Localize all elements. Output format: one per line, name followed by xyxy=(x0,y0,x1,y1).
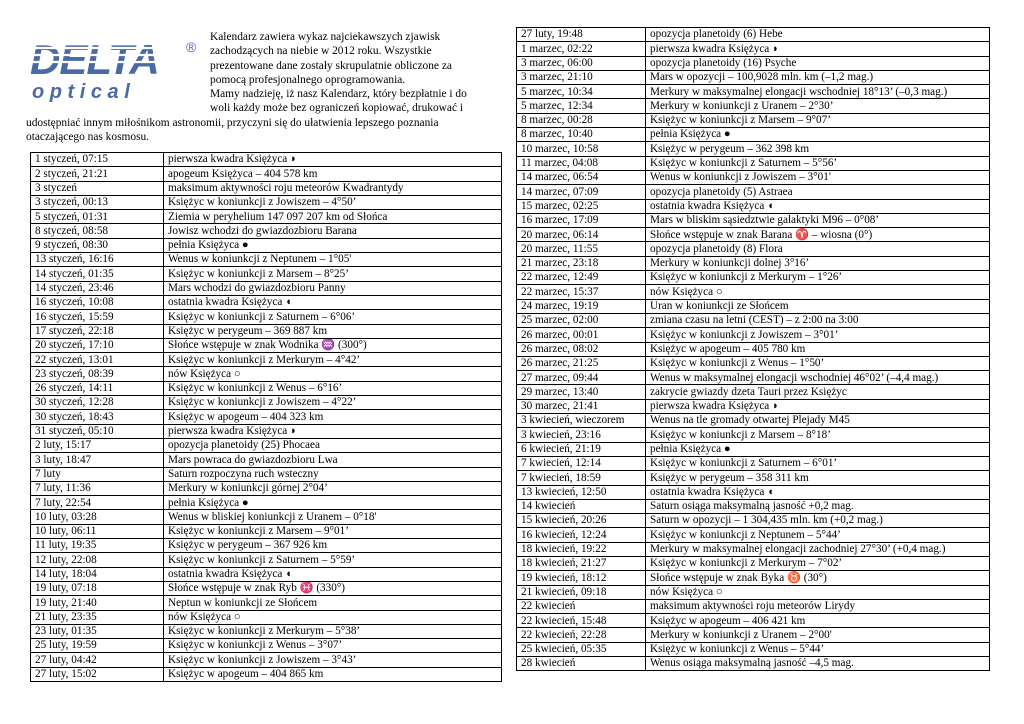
event-description: Wenus na tle gromady otwartej Plejady M45 xyxy=(646,414,990,428)
event-description: Merkury w koniunkcji z Uranem – 2°00' xyxy=(646,628,990,642)
event-date: 25 luty, 19:59 xyxy=(31,639,164,653)
event-row xyxy=(517,299,990,313)
event-row xyxy=(31,438,502,452)
event-description: Słońce wstępuje w znak Byka ♉ (30°) xyxy=(646,571,990,585)
event-date: 7 kwiecień, 12:14 xyxy=(517,456,646,470)
event-date: 5 marzec, 10:34 xyxy=(517,85,646,99)
event-date: 3 marzec, 06:00 xyxy=(517,56,646,70)
event-row xyxy=(31,553,502,567)
intro-line: zachodzących na niebie w 2012 roku. Wszystkie xyxy=(210,45,432,58)
event-row xyxy=(31,610,502,624)
event-date: 5 marzec, 12:34 xyxy=(517,99,646,113)
event-description: Księżyc w koniunkcji z Saturnem – 5°59’ xyxy=(164,553,502,567)
event-description: Księżyc w apogeum – 406 421 km xyxy=(646,614,990,628)
event-description: Księżyc w apogeum – 404 323 km xyxy=(164,410,502,424)
event-date: 11 luty, 19:35 xyxy=(31,539,164,553)
event-row xyxy=(31,367,502,381)
event-row xyxy=(517,599,990,613)
event-row xyxy=(517,456,990,470)
event-date: 16 styczeń, 10:08 xyxy=(31,295,164,309)
event-description: ostatnia kwadra Księżyca ◖ xyxy=(646,199,990,213)
event-description: Merkury w koniunkcji górnej 2°04’ xyxy=(164,481,502,495)
event-description: Księżyc w koniunkcji z Marsem – 8°18’ xyxy=(646,428,990,442)
event-description: zakrycie gwiazdy dzeta Tauri przez Księżyc xyxy=(646,385,990,399)
event-row xyxy=(31,153,502,167)
event-row xyxy=(517,128,990,142)
event-date: 16 marzec, 17:09 xyxy=(517,213,646,227)
event-description: Księżyc w koniunkcji z Wenus – 1°50’ xyxy=(646,356,990,370)
event-date: 21 marzec, 23:18 xyxy=(517,256,646,270)
event-date: 19 luty, 21:40 xyxy=(31,596,164,610)
event-row xyxy=(31,295,502,309)
event-row xyxy=(517,614,990,628)
event-date: 9 styczeń, 08:30 xyxy=(31,238,164,252)
event-row xyxy=(517,371,990,385)
event-date: 27 luty, 04:42 xyxy=(31,653,164,667)
event-date: 15 kwiecień, 20:26 xyxy=(517,514,646,528)
event-date: 3 kwiecień, 23:16 xyxy=(517,428,646,442)
event-date: 18 kwiecień, 19:22 xyxy=(517,542,646,556)
event-date: 10 luty, 03:28 xyxy=(31,510,164,524)
event-description: ostatnia kwadra Księżyca ◖ xyxy=(646,485,990,499)
event-date: 11 marzec, 04:08 xyxy=(517,156,646,170)
event-date: 16 kwiecień, 12:24 xyxy=(517,528,646,542)
event-description: pierwsza kwadra Księżyca ◗ xyxy=(164,153,502,167)
event-date: 7 luty xyxy=(31,467,164,481)
event-description: zmiana czasu na letni (CEST) – z 2:00 na 3:00 xyxy=(646,313,990,327)
event-description: Księżyc w apogeum – 404 865 km xyxy=(164,667,502,681)
event-row xyxy=(517,42,990,56)
event-row xyxy=(517,256,990,270)
event-row xyxy=(517,542,990,556)
event-date: 20 styczeń, 17:10 xyxy=(31,338,164,352)
event-date: 3 marzec, 21:10 xyxy=(517,70,646,84)
event-description: Księżyc w apogeum – 405 780 km xyxy=(646,342,990,356)
event-row xyxy=(31,281,502,295)
event-row xyxy=(517,328,990,342)
event-description: Wenus w koniunkcji z Neptunem – 1°05' xyxy=(164,253,502,267)
event-row xyxy=(31,653,502,667)
event-date: 15 marzec, 02:25 xyxy=(517,199,646,213)
event-date: 31 styczeń, 05:10 xyxy=(31,424,164,438)
event-date: 28 kwiecień xyxy=(517,657,646,671)
event-date: 14 marzec, 07:09 xyxy=(517,185,646,199)
event-row xyxy=(31,596,502,610)
event-description: opozycja planetoidy (25) Phocaea xyxy=(164,438,502,452)
event-row xyxy=(517,85,990,99)
event-row xyxy=(31,195,502,209)
event-row xyxy=(517,313,990,327)
event-row xyxy=(31,467,502,481)
event-row xyxy=(31,667,502,681)
event-date: 17 styczeń, 22:18 xyxy=(31,324,164,338)
events-table-right xyxy=(516,27,990,671)
event-description: Księżyc w koniunkcji z Jowiszem – 3°43’ xyxy=(164,653,502,667)
event-date: 26 marzec, 08:02 xyxy=(517,342,646,356)
event-date: 20 marzec, 11:55 xyxy=(517,242,646,256)
event-description: Saturn osiąga maksymalną jasność +0,2 mag. xyxy=(646,499,990,513)
event-date: 14 styczeń, 01:35 xyxy=(31,267,164,281)
event-date: 5 styczeń, 01:31 xyxy=(31,210,164,224)
event-description: nów Księżyca ○ xyxy=(164,367,502,381)
event-row xyxy=(31,310,502,324)
event-description: Mars w bliskim sąsiedztwie galaktyki M96 – 0°08’ xyxy=(646,213,990,227)
event-description: ostatnia kwadra Księżyca ◖ xyxy=(164,295,502,309)
event-row xyxy=(517,113,990,127)
event-row xyxy=(31,338,502,352)
event-description: Księżyc w perygeum – 362 398 km xyxy=(646,142,990,156)
event-row xyxy=(31,267,502,281)
event-row xyxy=(517,342,990,356)
intro-line: otaczającego nas kosmosu. xyxy=(26,131,150,144)
event-description: Uran w koniunkcji ze Słońcem xyxy=(646,299,990,313)
event-row xyxy=(517,170,990,184)
event-date: 3 styczeń xyxy=(31,181,164,195)
event-description: Jowisz wchodzi do gwiazdozbioru Barana xyxy=(164,224,502,238)
event-description: opozycja planetoidy (6) Hebe xyxy=(646,28,990,42)
event-row xyxy=(517,442,990,456)
event-date: 2 luty, 15:17 xyxy=(31,438,164,452)
event-description: Ziemia w peryhelium 147 097 207 km od Słońca xyxy=(164,210,502,224)
event-description: opozycja planetoidy (5) Astraea xyxy=(646,185,990,199)
event-row xyxy=(517,628,990,642)
event-description: Księżyc w koniunkcji z Marsem – 9°01’ xyxy=(164,524,502,538)
event-date: 27 marzec, 09:44 xyxy=(517,371,646,385)
event-row xyxy=(31,481,502,495)
event-date: 21 kwiecień, 09:18 xyxy=(517,585,646,599)
event-date: 8 styczeń, 08:58 xyxy=(31,224,164,238)
event-row xyxy=(31,353,502,367)
event-description: Wenus w maksymalnej elongacji wschodniej 46°02’ (–4,4 mag.) xyxy=(646,371,990,385)
event-description: Księżyc w koniunkcji z Saturnem – 6°01’ xyxy=(646,456,990,470)
event-description: Księżyc w koniunkcji z Wenus – 6°16’ xyxy=(164,381,502,395)
event-description: Księżyc w koniunkcji z Merkurym – 7°02’ xyxy=(646,556,990,570)
event-description: apogeum Księżyca – 404 578 km xyxy=(164,167,502,181)
event-date: 22 kwiecień, 15:48 xyxy=(517,614,646,628)
event-description: Neptun w koniunkcji ze Słońcem xyxy=(164,596,502,610)
event-date: 22 marzec, 15:37 xyxy=(517,285,646,299)
intro-line: Mamy nadzieję, iż nasz Kalendarz, który bezpłatnie i do xyxy=(210,88,467,101)
event-description: pierwsza kwadra Księżyca ◗ xyxy=(646,42,990,56)
event-description: Wenus osiąga maksymalną jasność –4,5 mag. xyxy=(646,657,990,671)
event-row xyxy=(517,556,990,570)
event-row xyxy=(517,399,990,413)
event-date: 6 kwiecień, 21:19 xyxy=(517,442,646,456)
intro-line: prezentowane dane zostały skrupulatnie obliczone za xyxy=(210,59,452,72)
event-date: 14 marzec, 06:54 xyxy=(517,170,646,184)
event-description: Księżyc w koniunkcji z Jowiszem – 4°22’ xyxy=(164,396,502,410)
event-description: nów Księżyca ○ xyxy=(164,610,502,624)
event-description: ostatnia kwadra Księżyca ◖ xyxy=(164,567,502,581)
event-row xyxy=(31,510,502,524)
event-description: Saturn rozpoczyna ruch wsteczny xyxy=(164,467,502,481)
event-row xyxy=(31,167,502,181)
event-date: 24 marzec, 19:19 xyxy=(517,299,646,313)
event-row xyxy=(517,242,990,256)
event-description: maksimum aktywności roju meteorów Kwadrantydy xyxy=(164,181,502,195)
intro-line: woli każdy może bez ograniczeń kopiować, drukować i xyxy=(210,102,464,115)
event-date: 19 kwiecień, 18:12 xyxy=(517,571,646,585)
event-row xyxy=(517,471,990,485)
event-description: Księżyc w perygeum – 367 926 km xyxy=(164,539,502,553)
event-description: Księżyc w perygeum – 369 887 km xyxy=(164,324,502,338)
event-date: 7 kwiecień, 18:59 xyxy=(517,471,646,485)
event-description: Wenus w bliskiej koniunkcji z Uranem – 0°18' xyxy=(164,510,502,524)
event-date: 26 marzec, 00:01 xyxy=(517,328,646,342)
event-row xyxy=(31,524,502,538)
event-description: Merkury w koniunkcji dolnej 3°16’ xyxy=(646,256,990,270)
event-date: 2 styczeń, 21:21 xyxy=(31,167,164,181)
event-description: Księżyc w koniunkcji z Jowiszem – 4°50’ xyxy=(164,195,502,209)
event-date: 29 marzec, 13:40 xyxy=(517,385,646,399)
event-description: pełnia Księżyca ● xyxy=(164,238,502,252)
logo-brand-bottom: o p t i c a l xyxy=(32,81,130,103)
event-description: Merkury w maksymalnej elongacji zachodniej 27°30’ (+0,4 mag.) xyxy=(646,542,990,556)
event-row xyxy=(517,414,990,428)
event-row xyxy=(517,499,990,513)
event-row xyxy=(31,410,502,424)
event-date: 14 kwiecień xyxy=(517,499,646,513)
intro-line: Kalendarz zawiera wykaz najciekawszych zjawisk xyxy=(210,31,441,43)
event-row xyxy=(31,567,502,581)
event-row xyxy=(517,99,990,113)
event-description: Słońce wstępuje w znak Ryb ♓ (330°) xyxy=(164,581,502,595)
event-description: Księżyc w koniunkcji z Merkurym – 4°42’ xyxy=(164,353,502,367)
event-description: maksimum aktywności roju meteorów Lirydy xyxy=(646,599,990,613)
event-description: opozycja planetoidy (16) Psyche xyxy=(646,56,990,70)
event-row xyxy=(517,528,990,542)
event-row xyxy=(517,56,990,70)
event-date: 30 styczeń, 18:43 xyxy=(31,410,164,424)
intro-line: udostępniać innym miłośnikom astronomii, przyczyni się do ułatwienia lepszego poznania xyxy=(26,116,439,129)
event-row xyxy=(517,356,990,370)
event-date: 26 marzec, 21:25 xyxy=(517,356,646,370)
event-row xyxy=(31,496,502,510)
event-description: Mars powraca do gwiazdozbioru Lwa xyxy=(164,453,502,467)
event-row xyxy=(31,253,502,267)
event-row xyxy=(517,585,990,599)
event-date: 27 luty, 15:02 xyxy=(31,667,164,681)
event-row xyxy=(517,156,990,170)
event-date: 13 kwiecień, 12:50 xyxy=(517,485,646,499)
event-date: 22 marzec, 12:49 xyxy=(517,271,646,285)
event-row xyxy=(517,642,990,656)
event-description: opozycja planetoidy (8) Flora xyxy=(646,242,990,256)
event-date: 23 luty, 01:35 xyxy=(31,624,164,638)
event-description: Merkury w maksymalnej elongacji wschodniej 18°13’ (–0,3 mag.) xyxy=(646,85,990,99)
event-date: 30 marzec, 21:41 xyxy=(517,399,646,413)
event-row xyxy=(517,228,990,242)
event-date: 7 luty, 22:54 xyxy=(31,496,164,510)
event-row xyxy=(517,142,990,156)
event-description: Księżyc w koniunkcji z Wenus – 5°44’ xyxy=(646,642,990,656)
event-date: 13 styczeń, 16:16 xyxy=(31,253,164,267)
event-description: pierwsza kwadra Księżyca ◗ xyxy=(164,424,502,438)
event-date: 25 marzec, 02:00 xyxy=(517,313,646,327)
event-description: Wenus w koniunkcji z Jowiszem – 3°01' xyxy=(646,170,990,184)
event-description: Księżyc w perygeum – 358 311 km xyxy=(646,471,990,485)
event-row xyxy=(31,424,502,438)
event-row xyxy=(31,224,502,238)
event-description: Saturn w opozycji – 1 304,435 mln. km (+0,2 mag.) xyxy=(646,514,990,528)
events-table-left xyxy=(30,152,502,682)
event-date: 16 styczeń, 15:59 xyxy=(31,310,164,324)
event-date: 22 styczeń, 13:01 xyxy=(31,353,164,367)
logo-brand-top: DELTA xyxy=(30,36,159,83)
event-date: 27 luty, 19:48 xyxy=(517,28,646,42)
event-date: 22 kwiecień, 22:28 xyxy=(517,628,646,642)
event-description: Księżyc w koniunkcji z Saturnem – 5°56’ xyxy=(646,156,990,170)
event-date: 10 luty, 06:11 xyxy=(31,524,164,538)
event-row xyxy=(31,381,502,395)
event-date: 3 kwiecień, wieczorem xyxy=(517,414,646,428)
event-date: 30 styczeń, 12:28 xyxy=(31,396,164,410)
event-description: nów Księżyca ○ xyxy=(646,285,990,299)
event-row xyxy=(31,181,502,195)
event-date: 20 marzec, 06:14 xyxy=(517,228,646,242)
event-description: Księżyc w koniunkcji z Marsem – 8°25’ xyxy=(164,267,502,281)
event-description: pełnia Księżyca ● xyxy=(646,442,990,456)
registered-mark: ® xyxy=(186,39,197,55)
event-date: 26 styczeń, 14:11 xyxy=(31,381,164,395)
event-description: nów Księżyca ○ xyxy=(646,585,990,599)
event-row xyxy=(517,428,990,442)
event-description: Księżyc w koniunkcji z Merkurym – 5°38’ xyxy=(164,624,502,638)
event-description: Księżyc w koniunkcji z Wenus – 3°07’ xyxy=(164,639,502,653)
event-description: Mars w opozycji – 100,9028 mln. km (–1,2 mag.) xyxy=(646,70,990,84)
event-date: 10 marzec, 10:58 xyxy=(517,142,646,156)
event-description: Księżyc w koniunkcji z Marsem – 9°07’ xyxy=(646,113,990,127)
event-date: 7 luty, 11:36 xyxy=(31,481,164,495)
event-date: 12 luty, 22:08 xyxy=(31,553,164,567)
event-row xyxy=(517,185,990,199)
event-description: pełnia Księżyca ● xyxy=(646,128,990,142)
event-date: 25 kwiecień, 05:35 xyxy=(517,642,646,656)
event-date: 1 styczeń, 07:15 xyxy=(31,153,164,167)
event-row xyxy=(517,485,990,499)
event-description: Słońce wstępuje w znak Wodnika ♒ (300°) xyxy=(164,338,502,352)
event-description: Księżyc w koniunkcji z Saturnem – 6°06’ xyxy=(164,310,502,324)
event-date: 8 marzec, 00:28 xyxy=(517,113,646,127)
event-description: Księżyc w koniunkcji z Merkurym – 1°26’ xyxy=(646,271,990,285)
event-date: 14 luty, 18:04 xyxy=(31,567,164,581)
event-description: Księżyc w koniunkcji z Jowiszem – 3°01’ xyxy=(646,328,990,342)
event-row xyxy=(31,581,502,595)
event-row xyxy=(517,657,990,671)
event-row xyxy=(31,539,502,553)
event-date: 18 kwiecień, 21:27 xyxy=(517,556,646,570)
event-row xyxy=(31,238,502,252)
event-description: pełnia Księżyca ● xyxy=(164,496,502,510)
event-date: 21 luty, 23:35 xyxy=(31,610,164,624)
event-date: 3 styczeń, 00:13 xyxy=(31,195,164,209)
event-row xyxy=(31,210,502,224)
event-row xyxy=(517,385,990,399)
event-row xyxy=(31,396,502,410)
event-date: 23 styczeń, 08:39 xyxy=(31,367,164,381)
event-row xyxy=(517,199,990,213)
intro-line: pomocą profesjonalnego oprogramowania. xyxy=(210,73,406,86)
event-date: 1 marzec, 02:22 xyxy=(517,42,646,56)
event-description: pierwsza kwadra Księżyca ◗ xyxy=(646,399,990,413)
event-date: 19 luty, 07:18 xyxy=(31,581,164,595)
event-row xyxy=(517,213,990,227)
event-description: Księżyc w koniunkcji z Neptunem – 5°44’ xyxy=(646,528,990,542)
intro-text xyxy=(26,30,498,144)
event-date: 8 marzec, 10:40 xyxy=(517,128,646,142)
event-row xyxy=(517,70,990,84)
event-row xyxy=(517,271,990,285)
event-date: 14 styczeń, 23:46 xyxy=(31,281,164,295)
event-description: Mars wchodzi do gwiazdozbioru Panny xyxy=(164,281,502,295)
event-description: Słońce wstępuje w znak Barana ♈ – wiosna (0°) xyxy=(646,228,990,242)
event-row xyxy=(31,324,502,338)
event-row xyxy=(517,285,990,299)
event-row xyxy=(517,28,990,42)
event-row xyxy=(31,639,502,653)
event-row xyxy=(517,514,990,528)
event-date: 3 luty, 18:47 xyxy=(31,453,164,467)
event-description: Merkury w koniunkcji z Uranem – 2°30’ xyxy=(646,99,990,113)
event-row xyxy=(31,624,502,638)
event-date: 22 kwiecień xyxy=(517,599,646,613)
event-row xyxy=(517,571,990,585)
event-row xyxy=(31,453,502,467)
